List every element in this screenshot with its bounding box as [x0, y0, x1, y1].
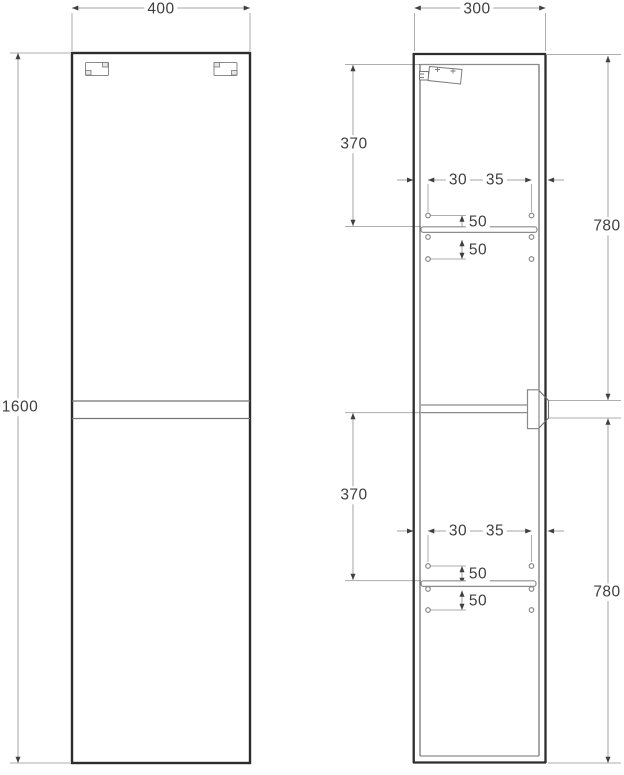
- dim-lower-pitch-a-label: 50: [466, 565, 490, 583]
- dim-lower-offset-label: 370: [337, 486, 370, 504]
- dim-height-label: 1600: [0, 398, 41, 416]
- dim-upper-pitch-b-label: 50: [466, 241, 490, 259]
- handle-plate: [528, 390, 540, 429]
- dim-lower-hole-front-label: 30: [446, 522, 470, 540]
- handle-knob: [539, 391, 549, 429]
- dim-upper-hole-back-label: 35: [483, 171, 507, 189]
- dim-depth-label: 300: [460, 0, 493, 18]
- dim-upper-pitch-a-label: 50: [466, 213, 490, 231]
- dim-lower-door-label: 780: [590, 583, 623, 601]
- dim-width-label: 400: [144, 0, 177, 18]
- dim-lower-hole-back-label: 35: [483, 522, 507, 540]
- side-inner-walls: [420, 64, 539, 756]
- side-view: [413, 53, 549, 763]
- dim-upper-door-label: 780: [590, 217, 623, 235]
- front-view: [72, 53, 250, 763]
- front-cabinet-outline: [72, 53, 250, 763]
- side-cabinet-outline: [413, 53, 546, 763]
- dim-lower-pitch-b-label: 50: [466, 592, 490, 610]
- side-panels: [420, 65, 539, 757]
- wall-bracket-side: [420, 67, 463, 85]
- wall-bracket-front-right: [214, 63, 237, 76]
- dim-upper-offset-label: 370: [337, 135, 370, 153]
- wall-bracket-front-left: [86, 63, 109, 76]
- dim-upper-hole-front-label: 30: [446, 171, 470, 189]
